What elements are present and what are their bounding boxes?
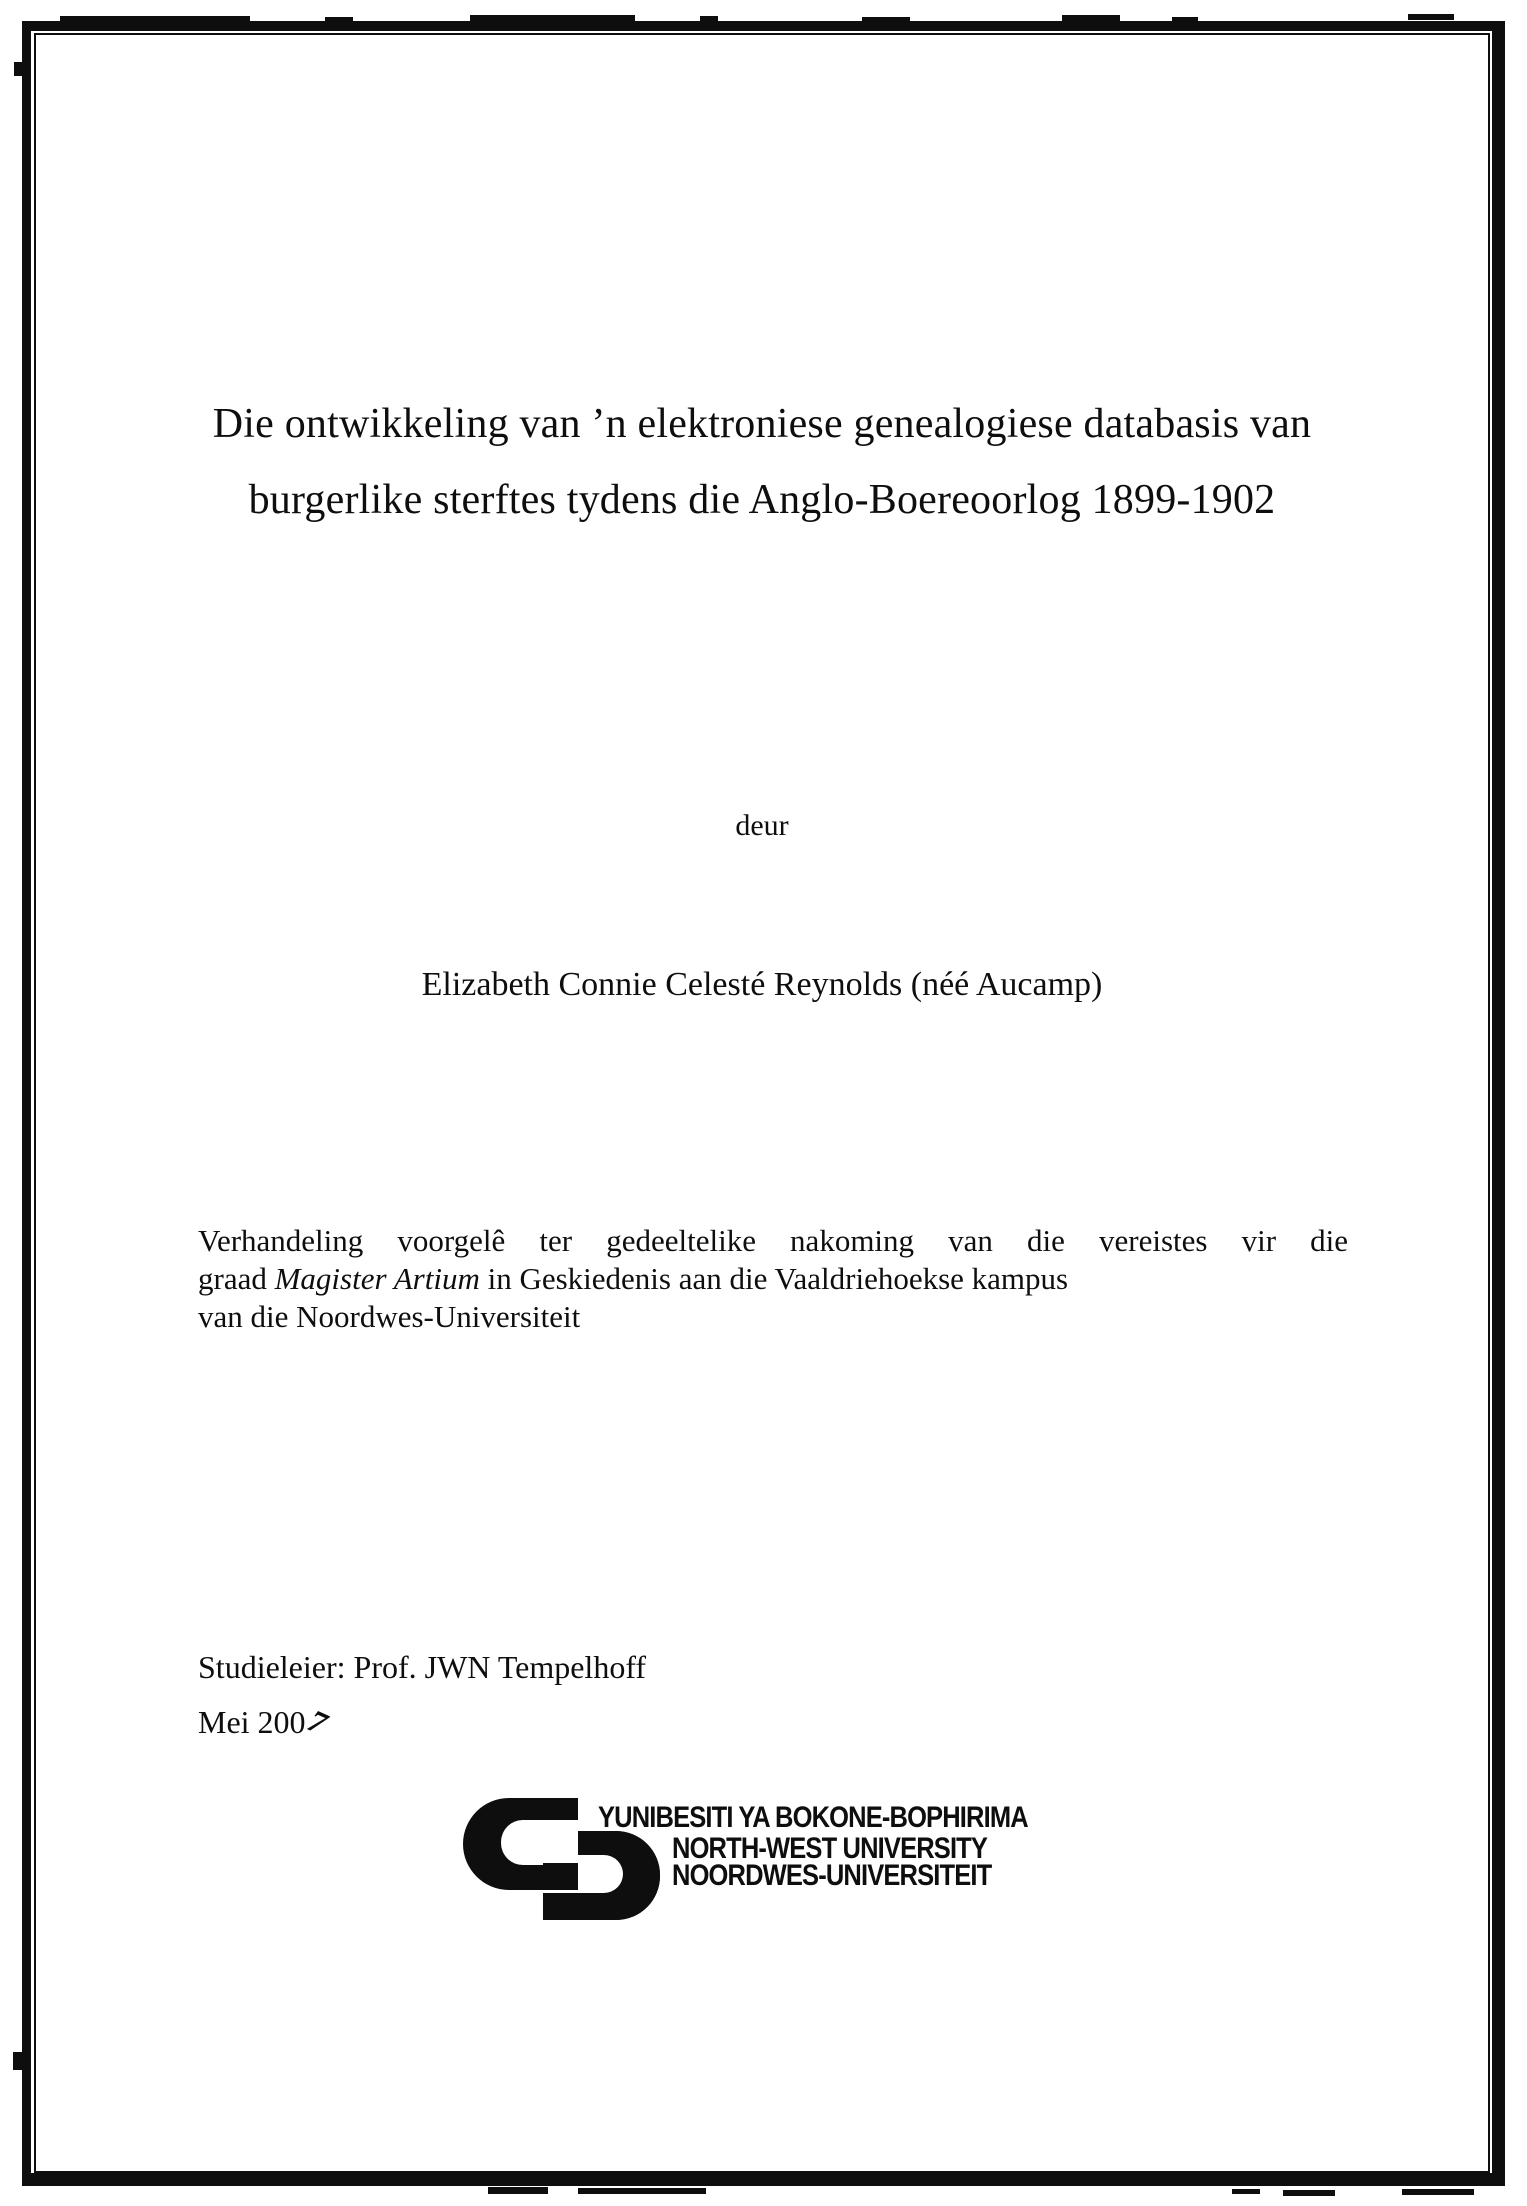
- scan-artifact-nub: [14, 62, 22, 76]
- university-name-english: NORTH-WEST UNIVERSITY: [672, 1832, 988, 1865]
- logo-left-link-hole: [501, 1820, 578, 1865]
- date-last-digit: 7: [299, 1703, 336, 1740]
- scan-artifact-dash: [862, 17, 910, 22]
- scan-artifact-dash: [60, 16, 250, 22]
- university-name-afrikaans: NOORDWES-UNIVERSITEIT: [672, 1859, 992, 1892]
- thesis-statement: [198, 1222, 1348, 1336]
- scan-artifact-dash: [325, 17, 353, 22]
- author-name: Elizabeth Connie Celesté Reynolds (néé Aucamp): [421, 966, 1103, 1003]
- statement-line2-suffix: in Geskiedenis aan die Vaaldriehoekse kampus: [479, 1261, 1069, 1296]
- date-prefix: Mei 200: [198, 1704, 306, 1740]
- date-line: [198, 1700, 336, 1744]
- scan-artifact-dash: [1232, 2189, 1260, 2194]
- thesis-statement-line1: Verhandeling voorgelê ter gedeeltelike nakoming van die vereistes vir die: [198, 1223, 1348, 1258]
- scan-artifact-dash: [1062, 15, 1120, 21]
- scan-artifact-dash: [1172, 17, 1198, 22]
- statement-line2-prefix: graad: [198, 1261, 275, 1296]
- logo-left-link-bar-end: [543, 1863, 578, 1888]
- scan-artifact-dash: [1408, 14, 1454, 20]
- university-name-setswana: YUNIBESITI YA BOKONE-BOPHIRIMA: [598, 1801, 1028, 1834]
- thesis-title-line1: Die ontwikkeling van ’n elektroniese genealogiese databasis van: [212, 401, 1312, 447]
- statement-degree-name: Magister Artium: [274, 1261, 480, 1296]
- scan-artifact-dash: [1283, 2190, 1335, 2196]
- scan-artifact-dash: [470, 15, 635, 22]
- thesis-statement-line2: [198, 1260, 1348, 1298]
- thesis-title-line2: burgerlike sterftes tydens die Anglo-Boereoorlog 1899-1902: [248, 477, 1276, 523]
- byline: deur: [735, 809, 789, 842]
- scan-artifact-nub: [13, 2052, 22, 2070]
- thesis-title: [34, 386, 1490, 538]
- scan-artifact-dash: [488, 2187, 548, 2194]
- thesis-statement-line3: van die Noordwes-Universiteit: [198, 1299, 581, 1334]
- scan-artifact-dash: [1402, 2189, 1474, 2195]
- scan-artifact-dash: [578, 2188, 706, 2194]
- supervisor-line: Studieleier: Prof. JWN Tempelhoff: [198, 1649, 647, 1685]
- scan-artifact-dash: [700, 16, 718, 21]
